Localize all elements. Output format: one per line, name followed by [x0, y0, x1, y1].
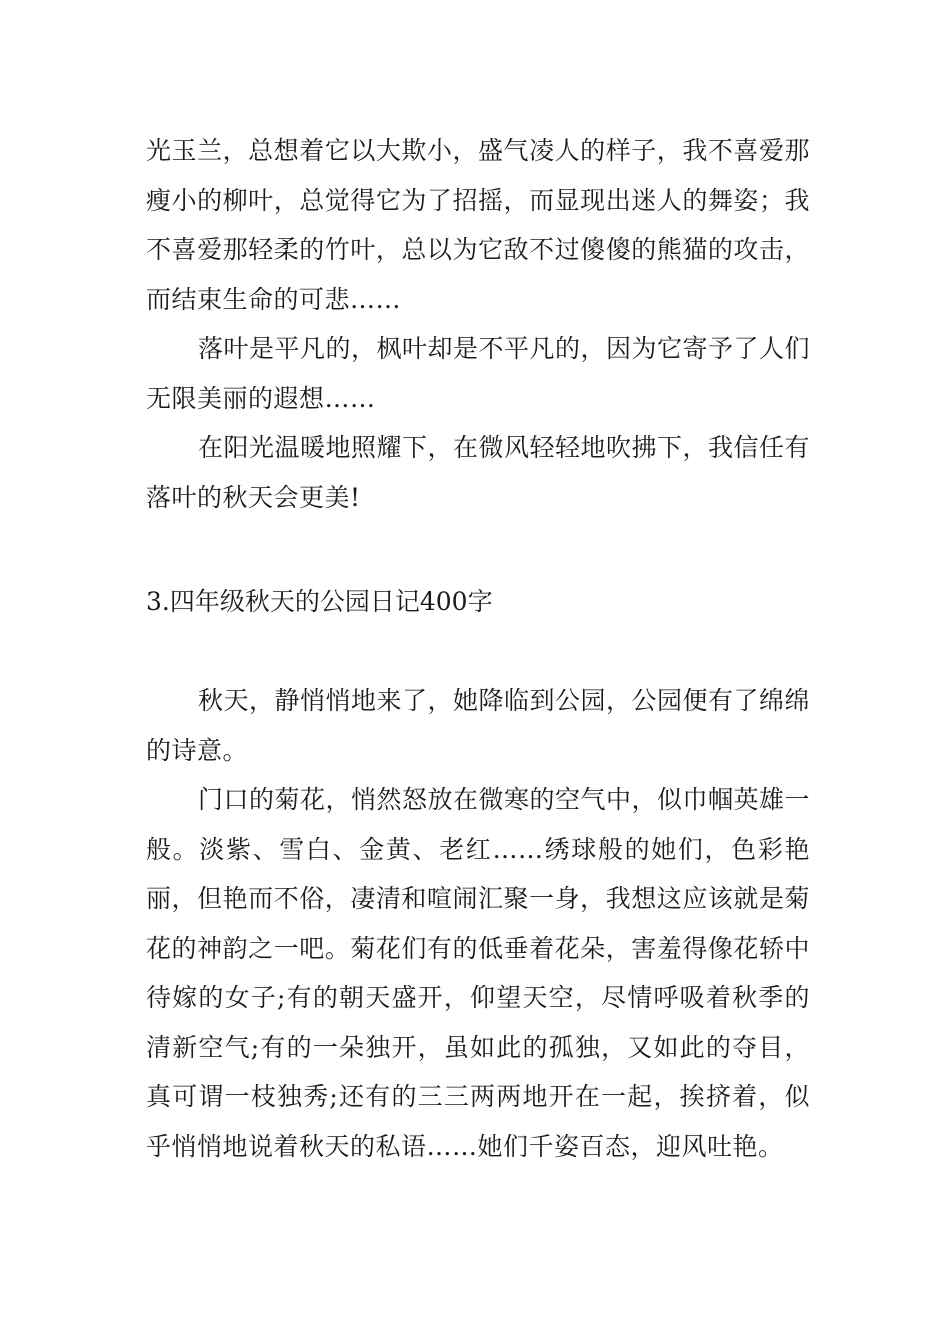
paragraph: 门口的菊花，悄然怒放在微寒的空气中，似巾帼英雄一般。淡紫、雪白、金黄、老红……绣球般的她们，色彩艳丽，但艳而不俗，凄清和喧闹汇聚一身，我想这应该就是菊花的神韵之一吧。菊花们有的低垂着花朵，害羞得像花轿中待嫁的女子;有的朝天盛开，仰望天空，尽情呼吸着秋季的清新空气;有的一朵独开，虽如此的孤独，又如此的夺目，真可谓一枝独秀;还有的三三两两地开在一起，挨挤着，似乎悄悄地说着秋天的私语……她们千姿百态，迎风吐艳。 [146, 785, 811, 1161]
section-heading: 3.四年级秋天的公园日记400字 [146, 587, 493, 616]
paragraph: 在阳光温暖地照耀下，在微风轻轻地吹拂下，我信任有落叶的秋天会更美! [146, 433, 811, 512]
paragraph: 落叶是平凡的，枫叶却是不平凡的，因为它寄予了人们无限美丽的遐想…… [146, 334, 811, 413]
section-1-body [146, 126, 810, 522]
paragraph-continued: 光玉兰，总想着它以大欺小，盛气凌人的样子，我不喜爱那瘦小的柳叶，总觉得它为了招摇，而显现出迷人的舞姿；我不喜爱那轻柔的竹叶，总以为它敌不过傻傻的熊猫的攻击，而结束生命的可悲…… [146, 136, 810, 314]
paragraph: 秋天，静悄悄地来了，她降临到公园，公园便有了绵绵的诗意。 [146, 686, 811, 765]
section-2-body [146, 676, 810, 1171]
